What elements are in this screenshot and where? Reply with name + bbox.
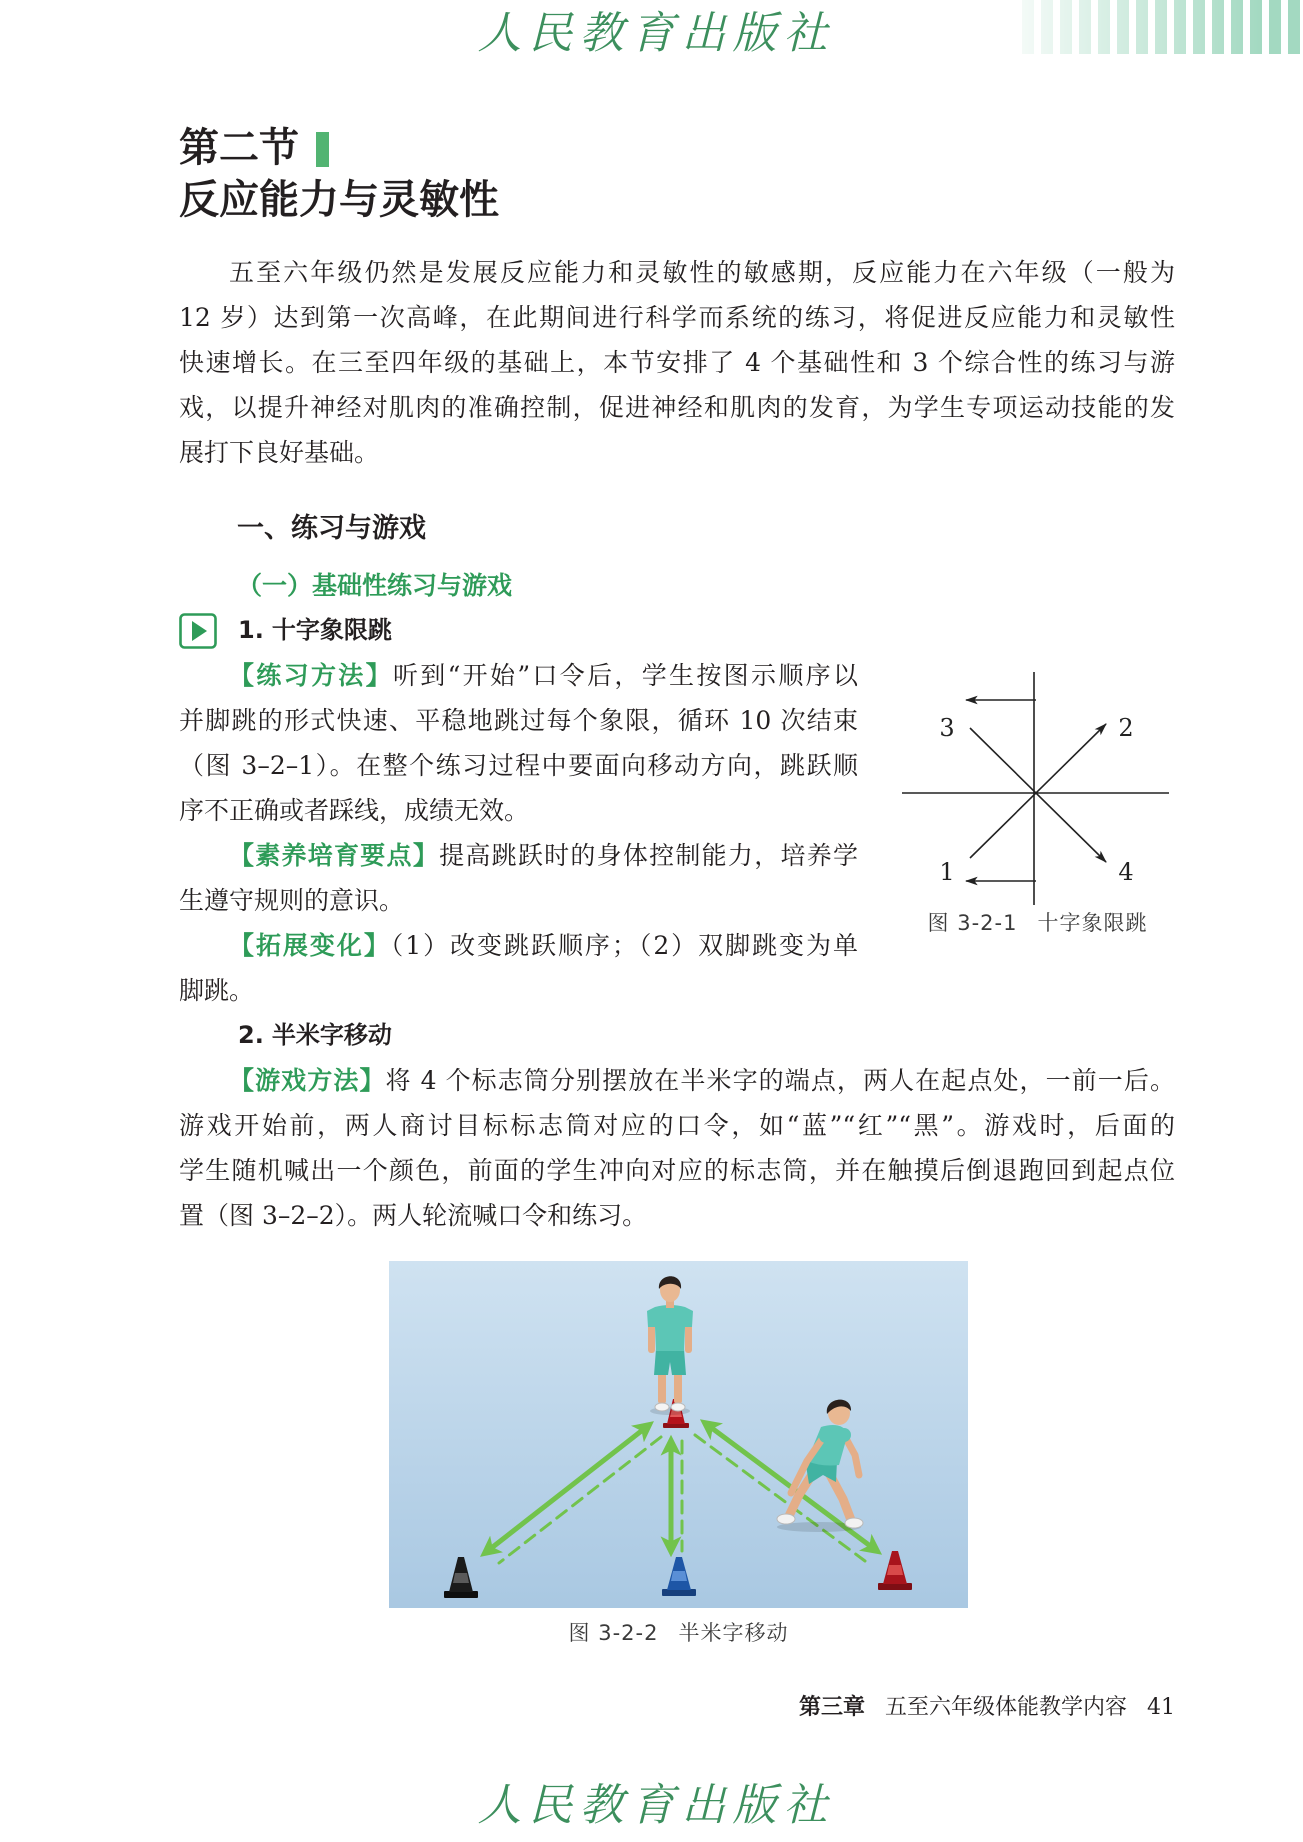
game-method-line (179, 1058, 1175, 1103)
method-line: 并脚跳的形式快速、平稳地跳过每个象限，循环 10 次结束 (179, 706, 858, 735)
variation-line (179, 923, 858, 968)
decorative-stripes (1022, 0, 1303, 54)
play-video-icon[interactable] (179, 613, 217, 649)
figure-3-2-1-diagram (900, 665, 1175, 915)
method-label: 【练习方法】 (229, 661, 393, 690)
page-number: 41 (1147, 1695, 1175, 1720)
literacy-line (179, 833, 858, 878)
page-footer (640, 1694, 1175, 1721)
game-method-line: 游戏开始前，两人商讨目标标志筒对应的口令，如“蓝”“红”“黑”。游戏时，后面的 (179, 1111, 1175, 1140)
exercise1-title-row (179, 608, 1175, 653)
arrow-1-to-2 (970, 724, 1106, 858)
game-method-line: 学生随机喊出一个颜色，前面的学生冲向对应的标志筒，并在触摸后倒退跑回到起点位 (179, 1156, 1175, 1185)
intro-line: 快速增长。在三至四年级的基础上，本节安排了 4 个基础性和 3 个综合性的练习与游 (179, 348, 1175, 377)
practice-heading: 一、练习与游戏 (237, 513, 426, 544)
exercise2-title: 半米字移动 (271, 1021, 392, 1049)
quadrant-label-4: 4 (1118, 858, 1134, 886)
intro-paragraph (179, 250, 1175, 475)
quadrant-label-3: 3 (939, 714, 955, 742)
method-line (179, 653, 858, 698)
literacy-line: 生遵守规则的意识。 (179, 886, 405, 915)
figure-3-2-2-caption (389, 1620, 968, 1646)
exercise1-title: 十字象限跳 (271, 616, 392, 644)
game-method-label: 【游戏方法】 (229, 1066, 386, 1095)
variation-label: 【拓展变化】 (229, 931, 391, 960)
section-accent-bar (316, 132, 329, 167)
quadrant-label-2: 2 (1118, 714, 1134, 742)
publisher-logo-bottom: 人民教育出版社 (477, 1780, 835, 1831)
figure-3-2-1-label: 图 3-2-1 (927, 911, 1018, 935)
footer-chapter-title: 五至六年级体能教学内容 (884, 1695, 1127, 1720)
figure-3-2-1-caption (900, 910, 1175, 936)
intro-line: 五至六年级仍然是发展反应能力和灵敏性的敏感期，反应能力在六年级（一般为 (229, 258, 1175, 287)
intro-line: 12 岁）达到第一次高峰，在此期间进行科学而系统的练习，将促进反应能力和灵敏性 (179, 303, 1175, 332)
exercise1-number: 1. (238, 616, 264, 644)
exercise2-title-row (179, 1013, 1175, 1058)
figure-3-2-2-title: 半米字移动 (678, 1621, 789, 1645)
method-line: 序不正确或者踩线，成绩无效。 (179, 796, 530, 825)
method-line: （图 3–2–1）。在整个练习过程中要面向移动方向，跳跃顺 (179, 751, 858, 780)
game-method-text: 将 4 个标志筒分别摆放在半米字的端点，两人在起点处，一前一后。 (385, 1066, 1175, 1095)
quadrant-label-1: 1 (939, 858, 955, 886)
intro-line: 戏，以提升神经对肌肉的准确控制，促进神经和肌肉的发育，为学生专项运动技能的发 (179, 393, 1175, 422)
literacy-text: 提高跳跃时的身体控制能力，培养学 (439, 841, 858, 870)
section-title: 反应能力与灵敏性 (179, 176, 499, 223)
figure-3-2-1-title: 十字象限跳 (1037, 911, 1148, 935)
figure-3-2-2-illustration (389, 1261, 968, 1608)
game-method-line: 置（图 3–2–2）。两人轮流喊口令和练习。 (179, 1201, 648, 1230)
variation-text: （1）改变跳跃顺序；（2）双脚跳变为单 (390, 931, 858, 960)
exercise2-number: 2. (238, 1021, 264, 1049)
footer-chapter: 第三章 (798, 1694, 865, 1720)
publisher-logo-top: 人民教育出版社 (477, 8, 835, 59)
intro-line: 展打下良好基础。 (179, 438, 380, 467)
section-label: 第二节 (179, 124, 299, 171)
practice-subheading: （一）基础性练习与游戏 (237, 571, 513, 600)
arrow-3-to-4 (970, 728, 1106, 862)
figure-3-2-2-label: 图 3-2-2 (568, 1621, 659, 1645)
literacy-label: 【素养培育要点】 (229, 841, 440, 870)
variation-line: 脚跳。 (179, 976, 255, 1005)
method-text: 听到“开始”口令后，学生按图示顺序以 (392, 661, 858, 690)
